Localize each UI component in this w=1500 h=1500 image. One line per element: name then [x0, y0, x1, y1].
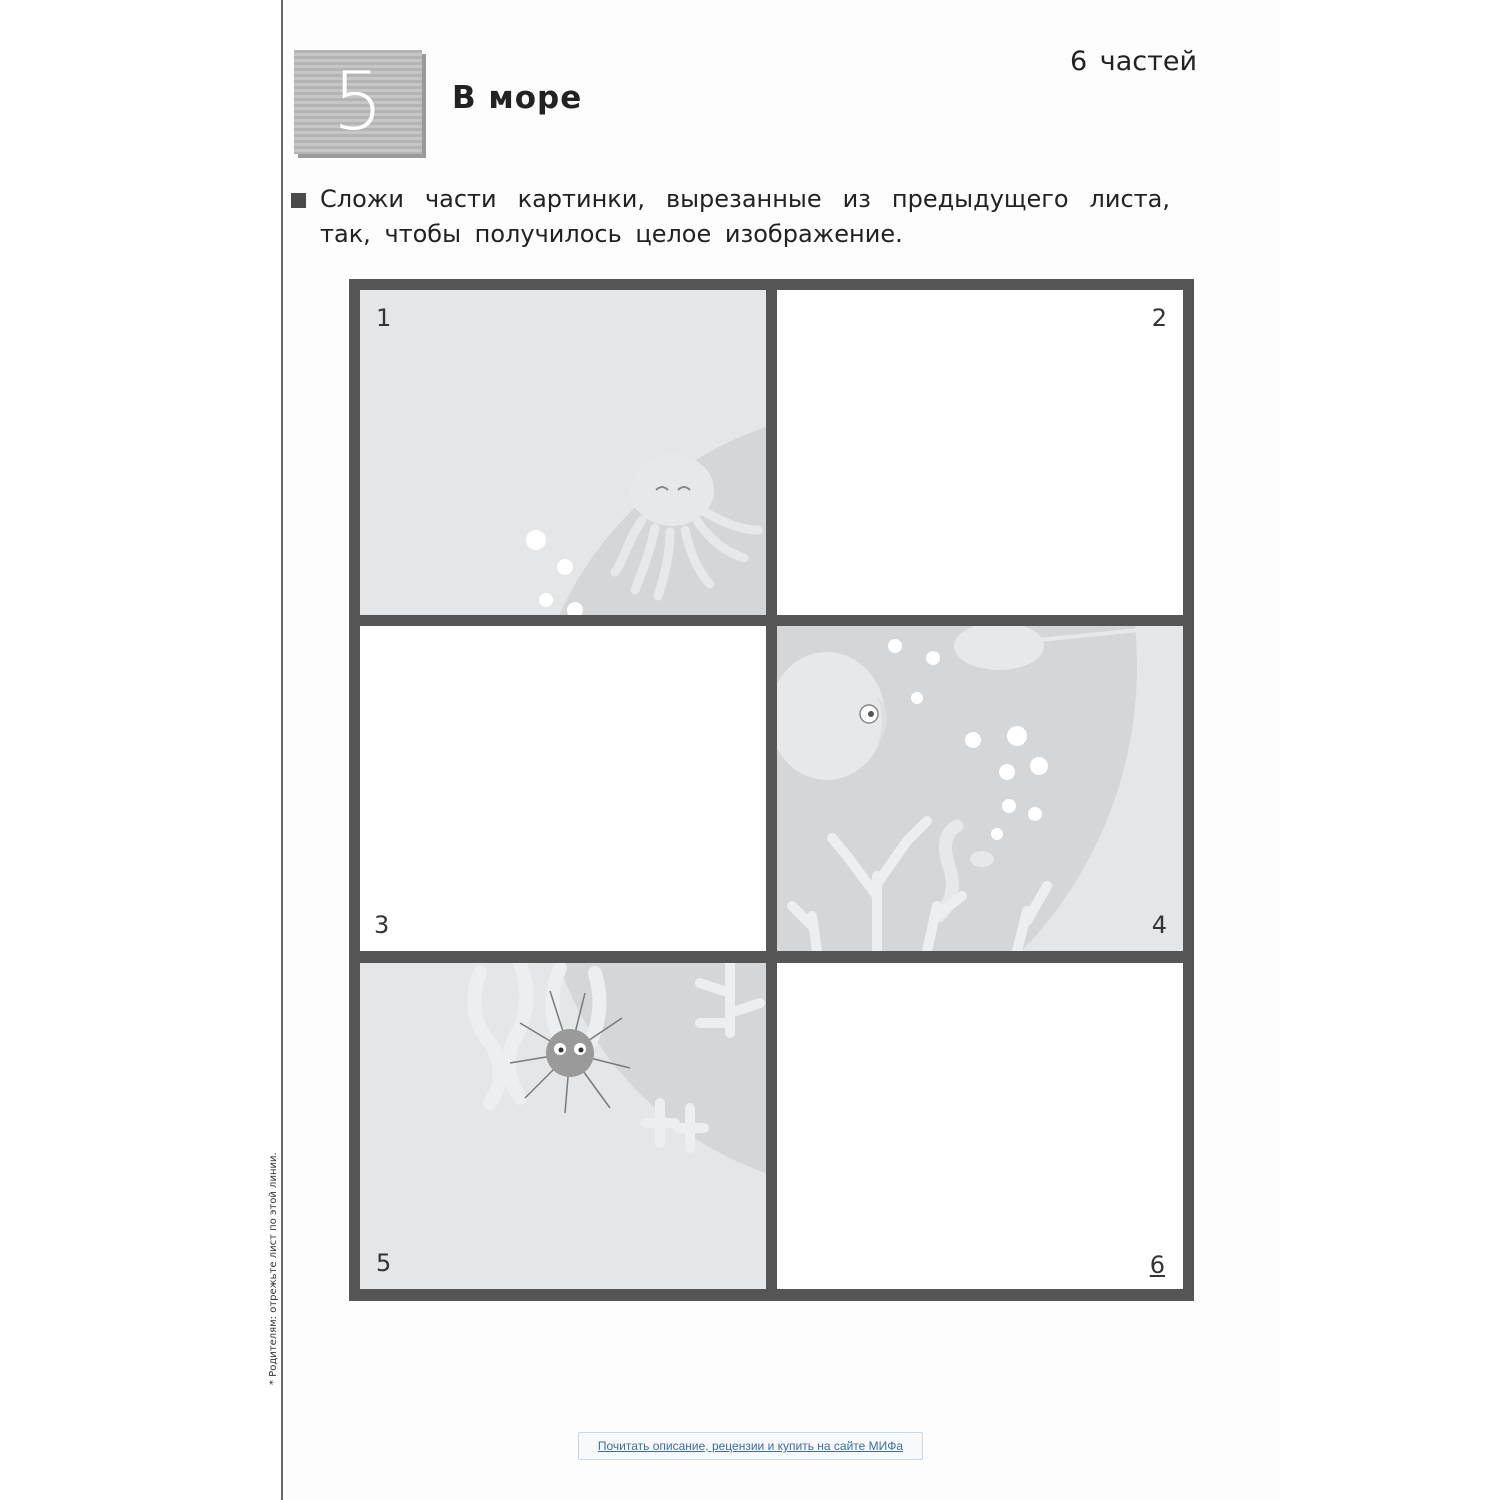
- cell-number: 3: [374, 911, 390, 939]
- cell-number: 1: [376, 304, 392, 332]
- cell-number: 5: [376, 1249, 392, 1277]
- cut-line: [281, 0, 283, 1500]
- puzzle-cell-1: [360, 290, 766, 615]
- instruction-text: Сложи части картинки, вырезанные из предыдущего листа, так, чтобы получилось целое изображение.: [320, 185, 1170, 248]
- parents-cut-note: * Родителям: отрежьте лист по этой линии.: [268, 1152, 279, 1385]
- octopus-illustration: [360, 290, 766, 615]
- parts-count: 6 частей: [1070, 46, 1197, 77]
- fish-seahorse-coral-illustration: [777, 626, 1183, 951]
- puzzle-cell-3: [360, 626, 766, 951]
- sea-urchin-seaweed-illustration: [360, 963, 766, 1289]
- puzzle-cell-2: [777, 290, 1183, 615]
- cell-number: 2: [1151, 304, 1167, 332]
- lesson-number-badge: [294, 50, 422, 154]
- puzzle-cell-5: [360, 963, 766, 1289]
- puzzle-grid: [349, 279, 1194, 1301]
- lesson-number: 5: [332, 55, 384, 148]
- puzzle-cell-6: [777, 963, 1183, 1289]
- bullet-square-icon: [291, 193, 306, 208]
- mif-store-link[interactable]: Почитать описание, рецензии и купить на сайте МИФа: [578, 1432, 923, 1460]
- cell-number: 4: [1151, 911, 1167, 939]
- puzzle-cell-4: [777, 626, 1183, 951]
- cell-number: 6: [1149, 1251, 1165, 1279]
- page-title: В море: [452, 80, 583, 116]
